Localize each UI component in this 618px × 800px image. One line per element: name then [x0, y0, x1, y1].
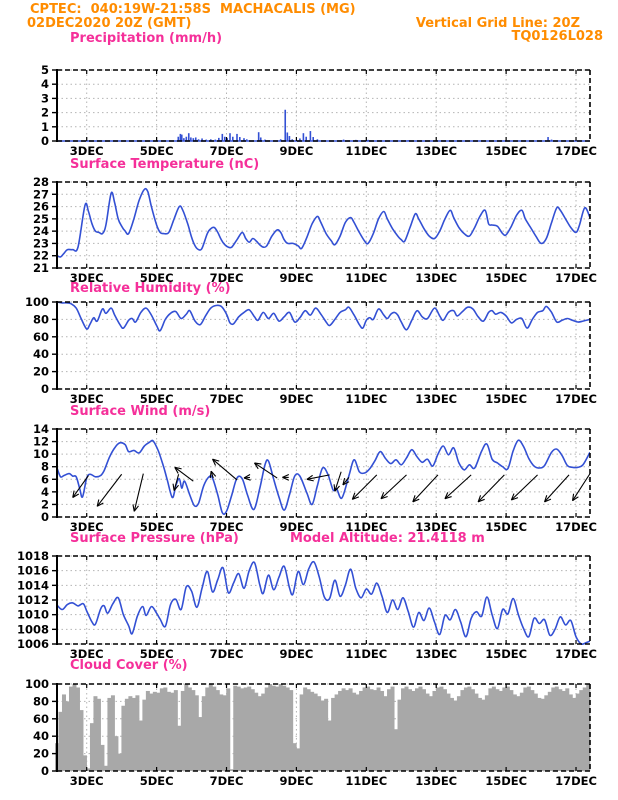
- cloud-bar: [558, 689, 562, 771]
- y-tick-label: 21: [32, 261, 49, 275]
- x-tick-label: 5DEC: [139, 392, 174, 406]
- cloud-bar: [555, 687, 559, 771]
- wind-title: Surface Wind (m/s): [70, 404, 211, 419]
- cloud-bar: [76, 687, 80, 771]
- cloud-bar: [254, 693, 258, 771]
- cloud-bar: [111, 695, 115, 771]
- cloud-bar: [156, 693, 160, 771]
- cloud-bar: [436, 687, 440, 771]
- cloud-bar: [328, 721, 332, 771]
- data-line: [57, 440, 590, 514]
- x-tick-label: 15DEC: [485, 774, 528, 788]
- y-tick-label: 20: [32, 746, 49, 761]
- y-tick-label: 24: [32, 224, 49, 239]
- cloud-bar: [265, 687, 269, 771]
- cloud-bar: [544, 695, 548, 771]
- cloud-bar: [135, 695, 139, 771]
- cloud-bar: [446, 694, 450, 771]
- wind-chart: [0, 419, 618, 537]
- cloud-bar: [132, 698, 136, 771]
- cloud-bar: [191, 690, 195, 771]
- x-tick-label: 11DEC: [345, 144, 388, 158]
- cloud-bar: [398, 700, 402, 771]
- cloud-bar: [307, 689, 311, 771]
- x-tick-label: 9DEC: [279, 271, 314, 285]
- cloud-bar: [100, 745, 104, 771]
- cloud-bar: [342, 688, 346, 771]
- x-tick-label: 13DEC: [415, 144, 458, 158]
- cloud-bar: [226, 688, 230, 771]
- y-tick-label: 2: [40, 497, 49, 512]
- cloud-bar: [418, 687, 422, 771]
- cloud-bar: [460, 690, 464, 771]
- cloud-bar: [583, 687, 587, 771]
- cloud-bar: [565, 688, 569, 771]
- temperature-title: Surface Temperature (nC): [70, 157, 260, 172]
- cloud-bar: [548, 692, 552, 771]
- x-tick-label: 13DEC: [415, 774, 458, 788]
- cloud-bar: [572, 698, 576, 771]
- y-tick-label: 26: [32, 199, 49, 214]
- x-tick-label: 11DEC: [345, 774, 388, 788]
- cloud-bar: [422, 689, 426, 771]
- cloud-bar: [251, 689, 255, 771]
- y-tick-label: 0: [40, 510, 49, 524]
- cloud-bar: [223, 695, 227, 771]
- cloud-bar: [579, 690, 583, 771]
- cloud-bar: [394, 729, 398, 771]
- x-tick-label: 15DEC: [485, 271, 528, 285]
- x-tick-label: 5DEC: [139, 647, 174, 661]
- cloud-bar: [72, 684, 76, 771]
- y-tick-label: 1: [40, 119, 49, 134]
- cloud-bar: [209, 684, 213, 771]
- x-tick-label: 3DEC: [69, 392, 104, 406]
- data-line: [57, 302, 590, 331]
- x-tick-label: 11DEC: [345, 271, 388, 285]
- cloud-bar: [457, 696, 461, 771]
- cloud-bar: [499, 691, 503, 771]
- cloud-bar: [93, 696, 97, 771]
- y-tick-label: 100: [24, 295, 49, 309]
- cloud-bar: [408, 689, 412, 771]
- cloud-bar: [373, 690, 377, 771]
- cloud-bar: [184, 684, 188, 771]
- x-tick-label: 13DEC: [415, 271, 458, 285]
- cloud-bar: [377, 687, 381, 771]
- y-tick-label: 0: [40, 382, 49, 396]
- cloud-bar: [335, 694, 339, 771]
- x-tick-label: 11DEC: [345, 392, 388, 406]
- x-tick-label: 3DEC: [69, 774, 104, 788]
- cloud-bar: [272, 686, 276, 771]
- cloud-bar: [359, 691, 363, 771]
- model-altitude-label: Model Altitude: 21.4118 m: [290, 531, 485, 546]
- cloud-bar: [167, 692, 171, 771]
- cloud-bar: [195, 695, 199, 771]
- cloud-bar: [391, 687, 395, 771]
- x-tick-label: 15DEC: [485, 392, 528, 406]
- cloud-cover-title: Cloud Cover (%): [70, 658, 188, 673]
- y-tick-label: 1016: [16, 563, 49, 578]
- y-tick-label: 28: [32, 175, 49, 189]
- x-tick-label: 7DEC: [209, 647, 244, 661]
- x-tick-label: 7DEC: [209, 392, 244, 406]
- x-tick-label: 13DEC: [415, 647, 458, 661]
- y-tick-label: 14: [32, 422, 49, 436]
- x-tick-label: 17DEC: [555, 144, 597, 158]
- cloud-bar: [261, 694, 265, 771]
- y-tick-label: 1008: [16, 622, 49, 637]
- y-tick-label: 10: [32, 447, 49, 462]
- cloud-bar: [275, 687, 279, 771]
- cloud-bar: [345, 690, 349, 771]
- cloud-bar: [349, 688, 353, 771]
- cloud-bar: [216, 690, 220, 771]
- y-tick-label: 1006: [16, 637, 49, 651]
- y-tick-label: 40: [32, 347, 49, 362]
- cloud-bar: [534, 694, 538, 771]
- y-tick-label: 8: [40, 459, 49, 474]
- x-tick-label: 13DEC: [415, 520, 458, 534]
- cloud-bar: [146, 691, 150, 771]
- station-coordinates: 040:19W-21:58S: [90, 2, 211, 17]
- pressure-chart: [0, 546, 618, 664]
- cloud-bar: [279, 684, 283, 771]
- x-tick-label: 7DEC: [209, 520, 244, 534]
- cloud-bar: [432, 691, 436, 771]
- cloud-bar: [177, 726, 181, 771]
- x-tick-label: 3DEC: [69, 520, 104, 534]
- y-tick-label: 1010: [16, 607, 49, 622]
- wind-arrow: [478, 475, 504, 502]
- x-tick-label: 15DEC: [485, 144, 528, 158]
- y-tick-label: 20: [32, 364, 49, 379]
- wind-arrow: [511, 475, 537, 500]
- cloud-bar: [69, 687, 73, 771]
- cloud-bar: [488, 688, 492, 771]
- cloud-bar: [471, 689, 475, 771]
- cloud-bar: [268, 684, 272, 771]
- x-tick-label: 11DEC: [345, 520, 388, 534]
- x-tick-label: 17DEC: [555, 647, 597, 661]
- cloud-bar: [240, 688, 244, 771]
- cloud-bar: [118, 754, 122, 771]
- cloud-bar: [502, 687, 506, 771]
- wind-arrow: [381, 475, 407, 499]
- x-tick-label: 3DEC: [69, 144, 104, 158]
- cloud-bar: [90, 723, 94, 771]
- agency-label: CPTEC:: [30, 2, 82, 17]
- cloud-bar: [338, 691, 342, 771]
- cloud-bar: [523, 687, 527, 771]
- cloud-bar: [219, 694, 223, 771]
- cloud-bar: [317, 696, 321, 771]
- y-tick-label: 1012: [16, 593, 49, 607]
- cloud-bar: [387, 689, 391, 771]
- cloud-bar: [384, 696, 388, 771]
- cloud-bar: [415, 688, 419, 771]
- x-tick-label: 5DEC: [139, 144, 174, 158]
- cloud-bar: [233, 686, 237, 771]
- cloud-bar: [314, 694, 318, 771]
- cloud-bar: [114, 736, 118, 771]
- x-tick-label: 9DEC: [279, 392, 314, 406]
- cloud-bar: [128, 696, 132, 771]
- cloud-bar: [324, 699, 328, 771]
- y-tick-label: 22: [32, 248, 49, 263]
- cloud-bar: [62, 694, 66, 771]
- x-tick-label: 15DEC: [485, 520, 528, 534]
- y-tick-label: 4: [40, 77, 49, 92]
- precipitation-chart: [0, 60, 618, 161]
- y-tick-label: 27: [32, 187, 49, 202]
- cloud-bar: [352, 693, 356, 771]
- x-tick-label: 3DEC: [69, 647, 104, 661]
- cloud-bar: [237, 687, 241, 771]
- cloud-bar: [443, 689, 447, 771]
- cloud-bar: [79, 710, 83, 771]
- run-datetime: 02DEC2020 20Z (GMT): [27, 16, 192, 31]
- cloud-bar: [107, 698, 111, 771]
- cloud-bar: [520, 693, 524, 771]
- x-tick-label: 9DEC: [279, 144, 314, 158]
- wind-arrow: [244, 475, 251, 481]
- y-tick-label: 1018: [16, 549, 49, 563]
- wind-arrow: [413, 475, 438, 502]
- cloud-bar: [439, 687, 443, 771]
- cloud-bar: [293, 743, 297, 771]
- cloud-bar: [450, 698, 454, 771]
- y-tick-label: 5: [40, 63, 49, 77]
- cloud-bar: [405, 687, 409, 771]
- x-tick-label: 5DEC: [139, 774, 174, 788]
- cloud-bar: [289, 690, 293, 771]
- x-tick-label: 11DEC: [345, 647, 388, 661]
- humidity-chart: [0, 292, 618, 409]
- y-tick-label: 2: [40, 105, 49, 120]
- cloud-bar: [481, 700, 485, 771]
- cloud-bar: [303, 687, 307, 771]
- grid-line-note: Vertical Grid Line: 20Z: [415, 16, 580, 31]
- y-tick-label: 0: [40, 134, 49, 148]
- cloud-bar: [485, 695, 489, 771]
- y-tick-label: 0: [40, 764, 49, 778]
- model-id: TQ0126L028: [511, 29, 603, 44]
- cloud-bar: [97, 699, 101, 771]
- cloud-bar: [310, 692, 314, 771]
- temperature-chart: [0, 172, 618, 288]
- wind-arrow: [213, 459, 237, 480]
- cloud-bar: [509, 690, 513, 771]
- x-tick-label: 5DEC: [139, 271, 174, 285]
- cloud-bar: [205, 687, 209, 771]
- cloud-bar: [331, 698, 335, 771]
- cloud-bar: [121, 706, 125, 771]
- cloud-bar: [530, 690, 534, 771]
- x-tick-label: 7DEC: [209, 774, 244, 788]
- x-tick-label: 5DEC: [139, 520, 174, 534]
- y-tick-label: 100: [24, 677, 49, 691]
- x-tick-label: 9DEC: [279, 647, 314, 661]
- y-tick-label: 80: [32, 694, 49, 709]
- x-tick-label: 17DEC: [555, 520, 597, 534]
- x-tick-label: 7DEC: [209, 144, 244, 158]
- cloud-bar: [506, 687, 510, 771]
- cloud-bar: [174, 690, 178, 771]
- cloud-bar: [562, 691, 566, 771]
- cloud-bar: [370, 689, 374, 771]
- cloud-bar: [170, 693, 174, 771]
- x-tick-label: 13DEC: [415, 392, 458, 406]
- cloud-bar: [495, 689, 499, 771]
- y-tick-label: 80: [32, 312, 49, 327]
- cloud-bar: [300, 694, 304, 771]
- cloud-bar: [380, 691, 384, 771]
- x-tick-label: 7DEC: [209, 271, 244, 285]
- data-line: [57, 562, 590, 645]
- x-tick-label: 3DEC: [69, 271, 104, 285]
- cloud-bar: [527, 687, 531, 771]
- data-line: [57, 189, 590, 257]
- cloud-bar: [429, 696, 433, 771]
- cloud-bar: [153, 692, 157, 771]
- y-tick-label: 4: [40, 484, 49, 499]
- cloud-bar: [125, 699, 129, 771]
- y-tick-label: 23: [32, 236, 49, 251]
- x-tick-label: 17DEC: [555, 392, 597, 406]
- y-tick-label: 6: [40, 472, 49, 487]
- wind-arrow: [352, 475, 376, 500]
- cloud-bar: [58, 712, 62, 771]
- wind-arrow: [97, 474, 121, 506]
- cloud-bar: [356, 694, 360, 771]
- cloud-bar: [492, 687, 496, 771]
- cloud-bar: [478, 698, 482, 771]
- x-tick-label: 9DEC: [279, 520, 314, 534]
- cloud-bar: [142, 700, 146, 771]
- wind-arrow: [254, 463, 277, 478]
- cloud-cover-chart: [0, 674, 618, 791]
- cloud-bar: [569, 694, 573, 771]
- cloud-bar: [516, 696, 520, 771]
- cloud-bar: [188, 687, 192, 771]
- cloud-bar: [160, 688, 164, 771]
- cloud-bar: [464, 687, 468, 771]
- cloud-bar: [453, 701, 457, 771]
- wind-arrow: [445, 475, 471, 499]
- cloud-bar: [541, 699, 545, 771]
- cloud-bar: [212, 687, 216, 771]
- cloud-bar: [412, 691, 416, 771]
- x-tick-label: 15DEC: [485, 647, 528, 661]
- y-tick-label: 60: [32, 711, 49, 726]
- cloud-bar: [163, 687, 167, 771]
- station-name: MACHACALIS (MG): [220, 2, 356, 17]
- y-tick-label: 60: [32, 329, 49, 344]
- cloud-bar: [181, 691, 185, 771]
- y-tick-label: 3: [40, 91, 49, 106]
- cloud-bar: [576, 694, 580, 771]
- x-tick-label: 17DEC: [555, 271, 597, 285]
- cloud-bar: [65, 701, 69, 771]
- cloud-bar: [321, 701, 325, 771]
- y-tick-label: 40: [32, 729, 49, 744]
- cloud-bar: [282, 686, 286, 771]
- cloud-bar: [513, 694, 517, 771]
- cloud-bar: [366, 687, 370, 771]
- cloud-bar: [244, 687, 248, 771]
- header-line1: [30, 2, 356, 17]
- pressure-title: Surface Pressure (hPa): [70, 531, 239, 546]
- y-tick-label: 1014: [16, 578, 49, 593]
- x-tick-label: 9DEC: [279, 774, 314, 788]
- cloud-bar: [425, 694, 429, 771]
- wind-arrow: [210, 471, 215, 478]
- cloud-bar: [247, 687, 251, 771]
- wind-arrow: [573, 474, 590, 501]
- cloud-bar: [551, 687, 555, 771]
- cloud-bar: [258, 696, 262, 771]
- cloud-bar: [401, 688, 405, 771]
- cloud-bar: [149, 694, 153, 771]
- x-tick-label: 17DEC: [555, 774, 597, 788]
- y-tick-label: 12: [32, 434, 49, 449]
- cloud-bar: [474, 694, 478, 771]
- precipitation-title: Precipitation (mm/h): [70, 31, 223, 46]
- cloud-bar: [286, 687, 290, 771]
- humidity-title: Relative Humidity (%): [70, 281, 231, 296]
- cloud-bar: [202, 696, 206, 771]
- cloud-bar: [198, 717, 202, 771]
- cloud-bar: [139, 721, 143, 771]
- y-tick-label: 25: [32, 211, 49, 226]
- cloud-bar: [467, 687, 471, 771]
- cloud-bar: [363, 687, 367, 771]
- cloud-bar: [537, 698, 541, 771]
